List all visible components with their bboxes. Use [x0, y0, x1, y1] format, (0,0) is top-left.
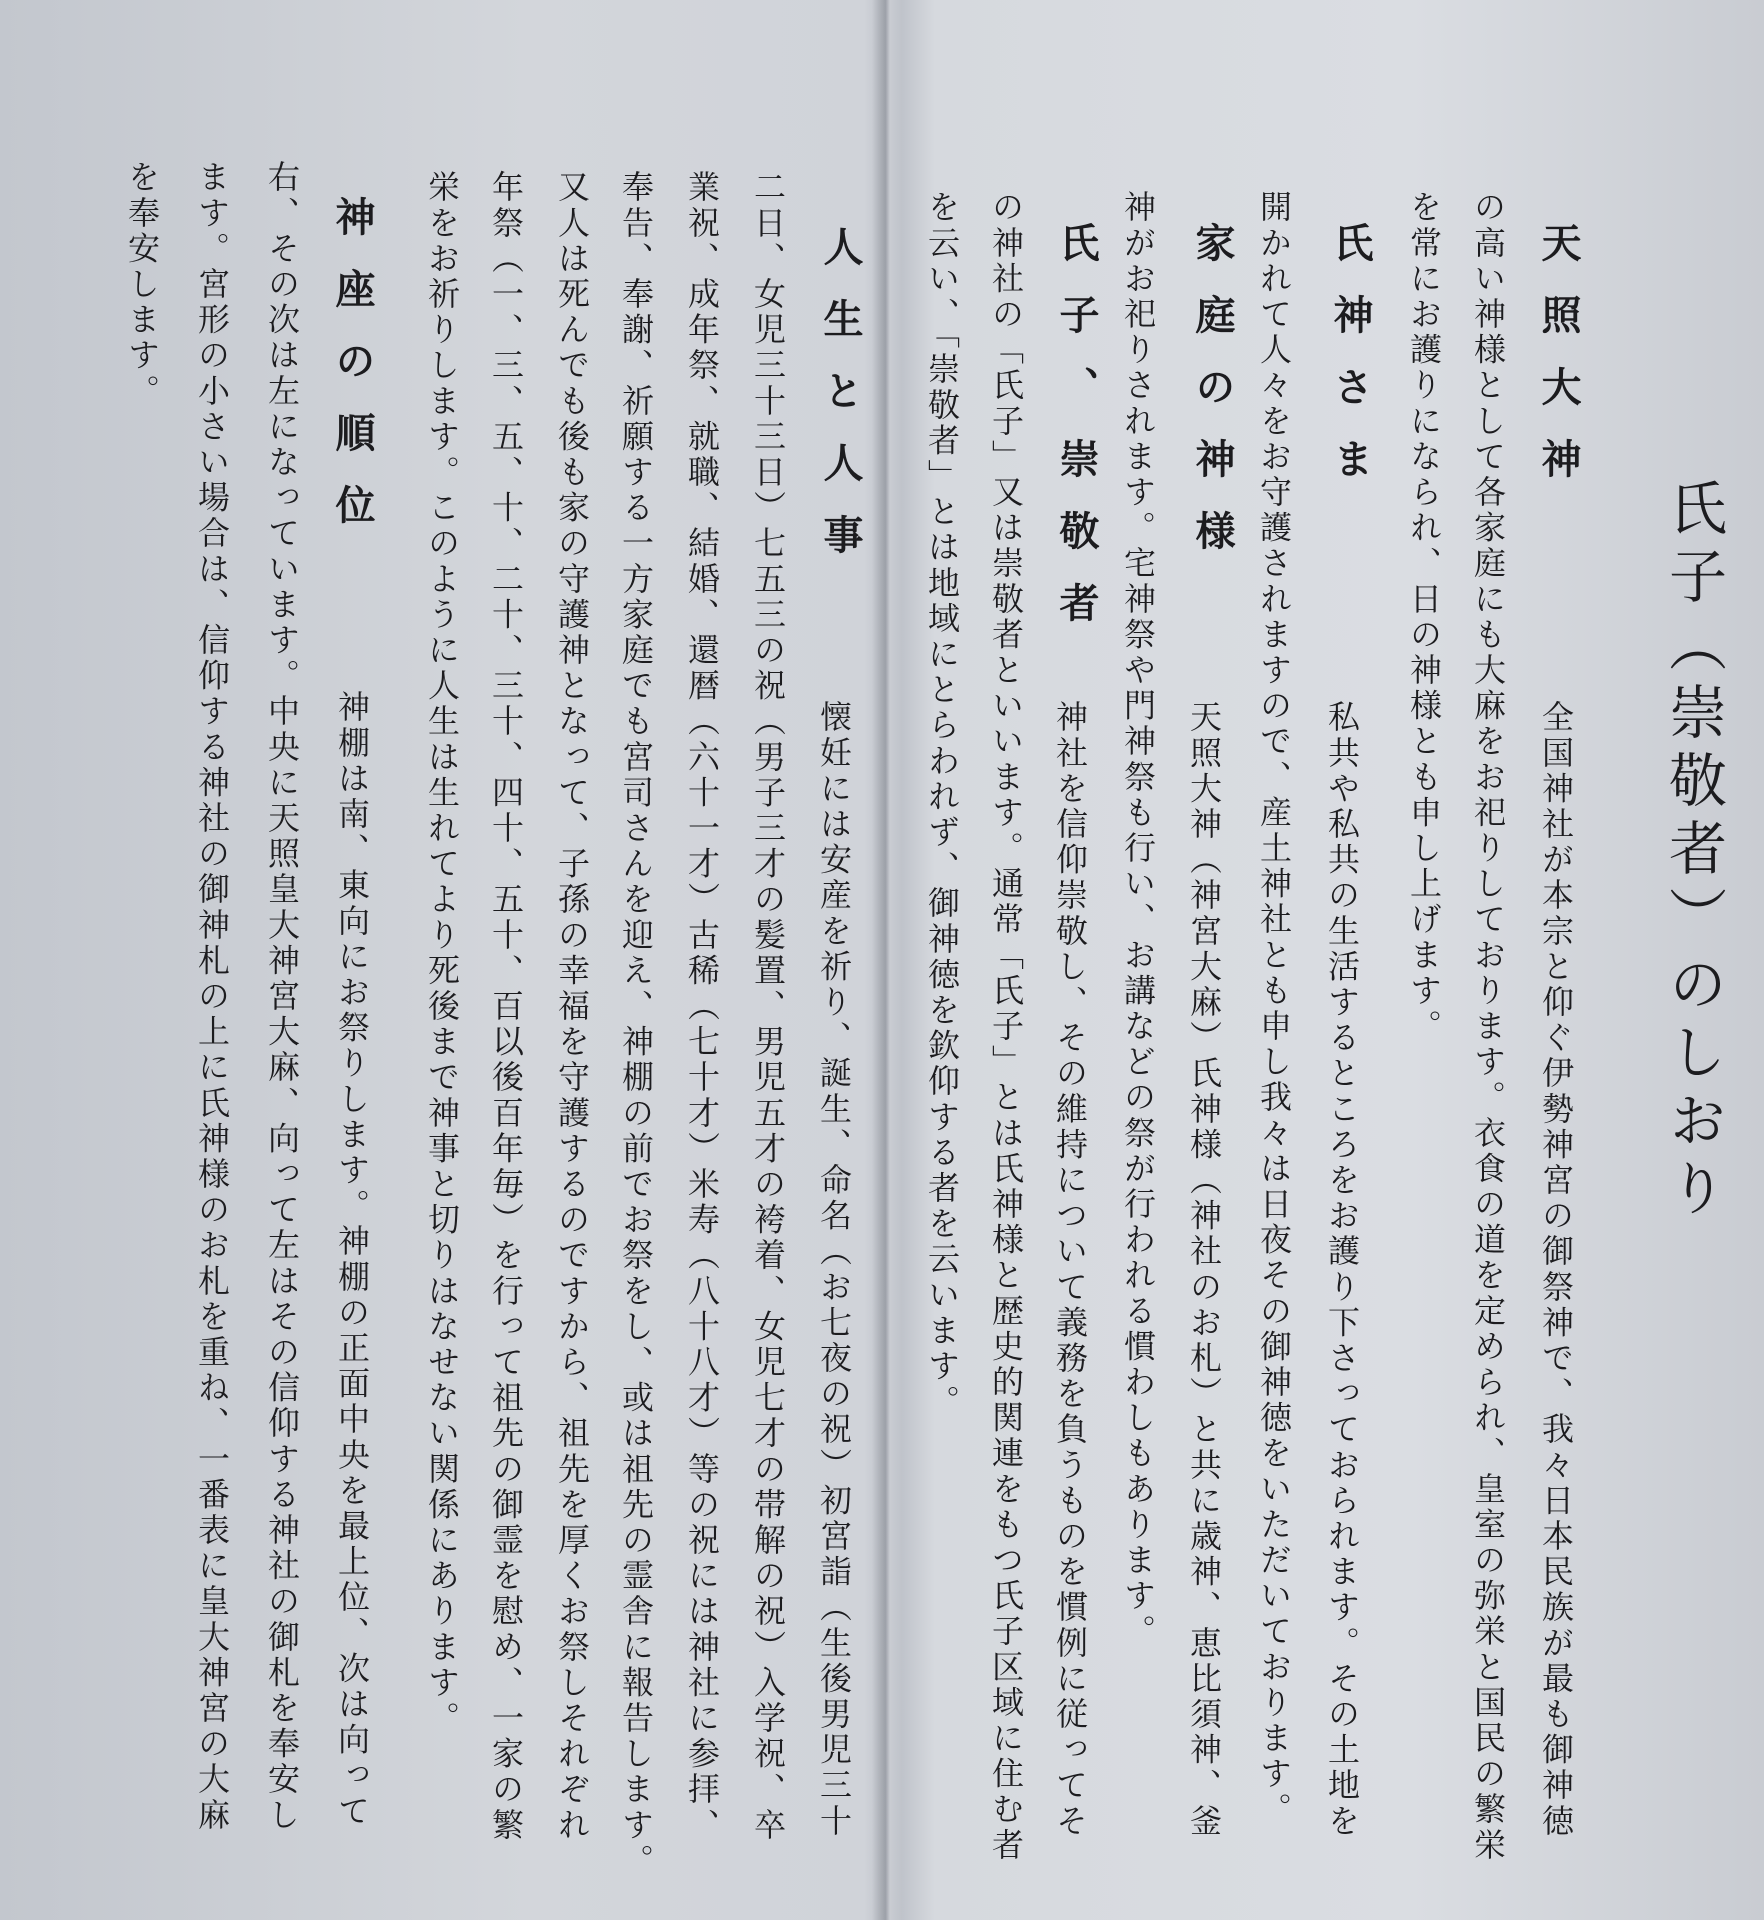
ujiko-line-2: の神社の「氏子」又は崇敬者といいます。通常「氏子」とは氏神様と歴史的関連をもつ氏子区域に住む者 — [987, 190, 1025, 1864]
shinza-line-4: を奉安します。 — [123, 160, 161, 410]
jinsei-line-4: 奉告、奉謝、祈願する一方家庭でも宮司さんを迎え、神棚の前でお祭をし、或は祖先の霊舎に報告します。 — [617, 170, 655, 1879]
heading-ujiko: 氏子、崇敬者 — [1053, 222, 1099, 654]
jinsei-line-5: 又人は死んでも後も家の守護神となって、子孫の幸福を守護するのですから、祖先を厚くお祭しそれぞれ — [553, 170, 591, 1844]
ujiko-line-1: 神社を信仰崇敬し、その維持について義務を負うものを慣例に従ってそ — [1051, 700, 1089, 1840]
amaterasu-line-3: を常にお護りになられ、日の神様とも申し上げます。 — [1405, 190, 1443, 1045]
shinza-line-2: 右、その次は左になっています。中央に天照皇大神宮大麻、向って左はその信仰する神社の御札を奉安し — [263, 160, 301, 1834]
shinza-line-3: ます。宮形の小さい場合は、信仰する神社の御神札の上に氏神様のお札を重ね、一番表に皇大神宮の大麻 — [193, 160, 231, 1834]
heading-shinza: 神座の順位 — [329, 196, 375, 556]
heading-katei: 家庭の神様 — [1189, 222, 1235, 582]
ujigami-line-1: 私共や私共の生活するところをお護り下さっておられます。その土地を — [1323, 700, 1361, 1840]
jinsei-line-6: 年祭（一、三、五、十、二十、三十、四十、五十、百以後百年毎）を行って祖先の御霊を慰め、一家の繁 — [487, 170, 525, 1844]
katei-line-1: 天照大神（神宮大麻）氏神様（神社のお札）と共に歳神、恵比須神、釜 — [1185, 700, 1223, 1840]
right-page — [886, 0, 1764, 1920]
heading-ujigami: 氏神さま — [1327, 222, 1373, 510]
katei-line-2: 神がお祀りされます。宅神祭や門神祭も行い、お講などの祭が行われる慣わしもあります。 — [1119, 190, 1157, 1650]
heading-amaterasu: 天照大神 — [1535, 222, 1581, 510]
shinza-line-1: 神棚は南、東向にお祭りします。神棚の正面中央を最上位、次は向って — [333, 690, 371, 1830]
page-title: 氏子（崇敬者）のしおり — [1659, 478, 1727, 1226]
ujigami-line-2: 開かれて人々をお守護されますので、産土神社とも申し我々は日夜その御神徳をいただいております。 — [1255, 190, 1293, 1828]
ujiko-line-3: を云い、「崇敬者」とは地域にとらわれず、御神徳を欽仰する者を云います。 — [923, 190, 961, 1420]
jinsei-line-2: 二日、女児三十三日）七五三の祝（男子三才の髪置、男児五才の袴着、女児七才の帯解の祝）入学祝、卒 — [749, 170, 787, 1844]
jinsei-line-7: 栄をお祈りします。このように人生は生れてより死後まで神事と切りはなせない関係にあります。 — [423, 170, 461, 1737]
jinsei-line-1: 懐妊には安産を祈り、誕生、命名（お七夜の祝）初宮詣（生後男児三十 — [815, 700, 853, 1840]
jinsei-line-3: 業祝、成年祭、就職、結婚、還暦（六十一才）古稀（七十才）米寿（八十八才）等の祝には神社に参拝、 — [683, 170, 721, 1844]
amaterasu-line-2: の高い神様として各家庭にも大麻をお祀りしております。衣食の道を定められ、皇室の弥栄と国民の繁栄 — [1469, 190, 1507, 1864]
amaterasu-line-1: 全国神社が本宗と仰ぐ伊勢神宮の御祭神で、我々日本民族が最も御神徳 — [1537, 700, 1575, 1840]
heading-jinsei: 人生と人事 — [817, 226, 863, 586]
